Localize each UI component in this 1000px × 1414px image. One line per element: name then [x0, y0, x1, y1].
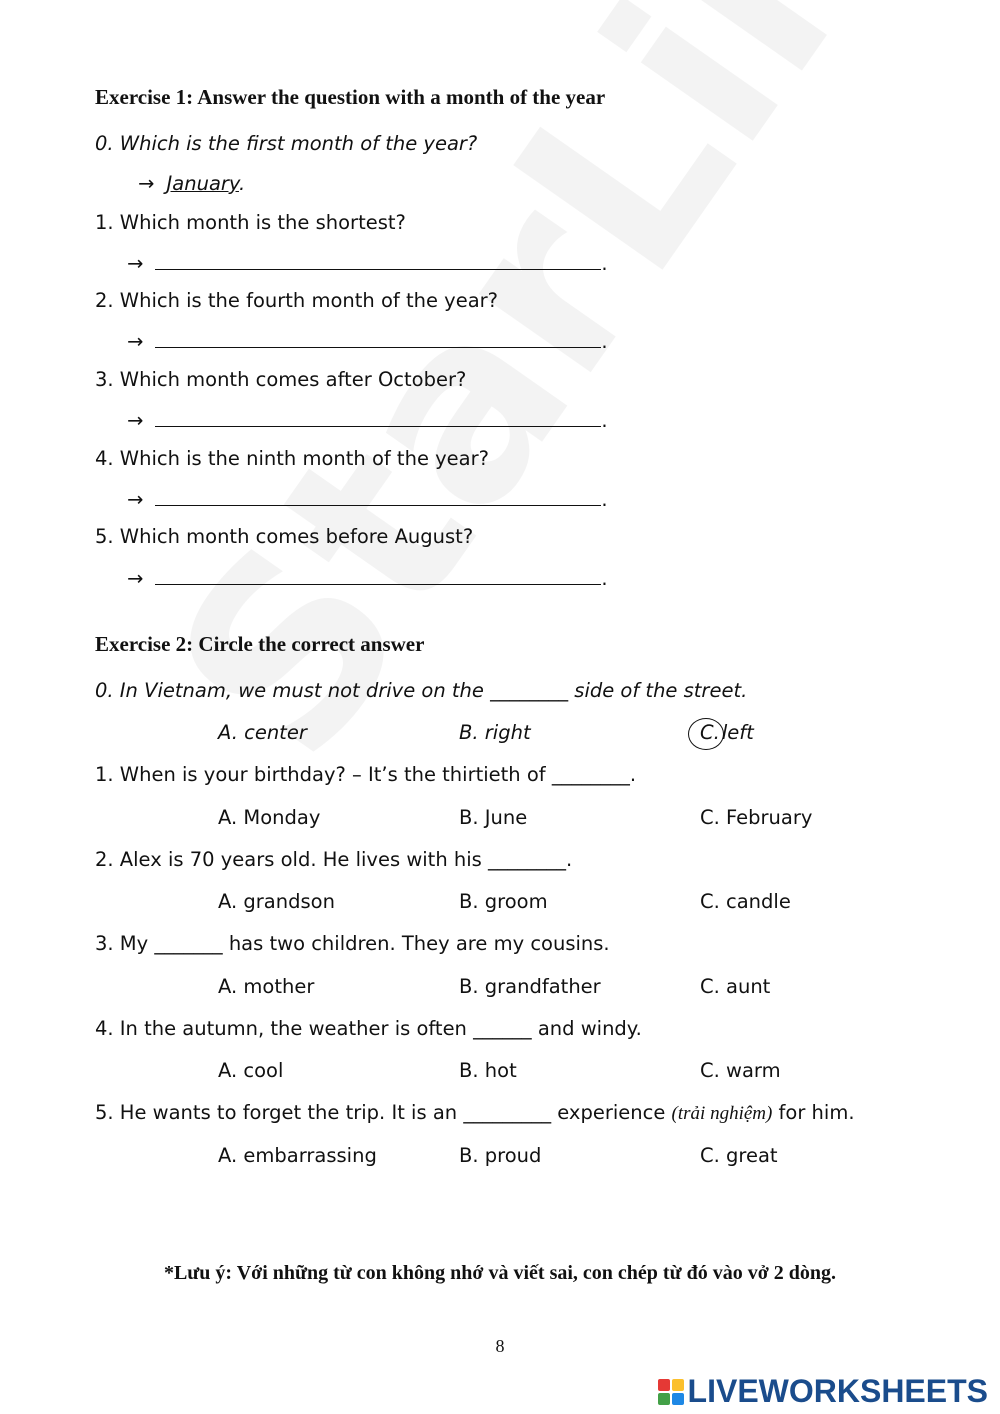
arrow-icon: → — [127, 409, 144, 432]
option-c[interactable]: C. February — [700, 806, 813, 829]
exercise1-answer-line-4[interactable] — [127, 487, 608, 511]
page-number: 8 — [495, 1336, 505, 1356]
liveworksheets-logo-icon — [658, 1379, 684, 1405]
option-b[interactable]: B. proud — [459, 1144, 542, 1167]
exercise2-question-2: 2. Alex is 70 years old. He lives with his ________. — [95, 848, 573, 871]
exercise1-answer-line-3[interactable] — [127, 408, 608, 432]
option-a[interactable]: A. grandson — [218, 890, 335, 913]
option-c-word: left — [721, 721, 754, 744]
option-c[interactable] — [700, 721, 754, 744]
exercise2-question-0: 0. In Vietnam, we must not drive on the ________ side of the street. — [95, 679, 748, 702]
example-answer-end: . — [238, 172, 246, 195]
option-b[interactable]: B. hot — [459, 1059, 517, 1082]
option-a[interactable]: A. embarrassing — [218, 1144, 377, 1167]
liveworksheets-brand[interactable] — [658, 1373, 988, 1410]
exercise2-question-3: 3. My _______ has two children. They are my cousins. — [95, 932, 610, 955]
answer-blank[interactable] — [155, 251, 601, 270]
exercise1-question-2: 2. Which is the fourth month of the year? — [95, 289, 499, 312]
answer-end: . — [601, 567, 608, 590]
answer-end: . — [601, 488, 608, 511]
question-5-text-before: 5. He wants to forget the trip. It is an _________ experience — [95, 1101, 672, 1124]
option-a[interactable]: A. center — [218, 721, 307, 744]
option-c[interactable]: C. great — [700, 1144, 778, 1167]
logo-square — [658, 1393, 670, 1405]
option-a[interactable]: A. Monday — [218, 806, 321, 829]
exercise2-question-1: 1. When is your birthday? – It’s the thirtieth of ________. — [95, 763, 637, 786]
answer-blank[interactable] — [155, 329, 601, 348]
option-b[interactable]: B. right — [459, 721, 531, 744]
question-5-gloss: (trải nghiệm) — [671, 1103, 773, 1124]
exercise1-answer-line-5[interactable] — [127, 566, 608, 590]
exercise2-question-4: 4. In the autumn, the weather is often ______ and windy. — [95, 1017, 642, 1040]
exercise2-title: Exercise 2: Circle the correct answer — [95, 632, 425, 656]
exercise1-question-5: 5. Which month comes before August? — [95, 525, 474, 548]
arrow-icon: → — [138, 172, 155, 195]
logo-square — [672, 1393, 684, 1405]
answer-blank[interactable] — [155, 566, 601, 585]
answer-end: . — [601, 409, 608, 432]
arrow-icon: → — [127, 567, 144, 590]
option-b[interactable]: B. June — [459, 806, 528, 829]
exercise1-example-answer — [138, 172, 245, 195]
option-c[interactable]: C. aunt — [700, 975, 771, 998]
note: *Lưu ý: Với những từ con không nhớ và viết sai, con chép từ đó vào vở 2 dòng. — [163, 1262, 837, 1284]
answer-end: . — [601, 252, 608, 275]
exercise1-title: Exercise 1: Answer the question with a month of the year — [95, 85, 606, 109]
exercise1-answer-line-1[interactable] — [127, 251, 608, 275]
answer-blank[interactable] — [155, 487, 601, 506]
arrow-icon: → — [127, 252, 144, 275]
logo-square — [672, 1379, 684, 1391]
exercise1-question-3: 3. Which month comes after October? — [95, 368, 467, 391]
answer-blank[interactable] — [155, 408, 601, 427]
exercise1-example-question: 0. Which is the first month of the year? — [95, 132, 478, 155]
arrow-icon: → — [127, 488, 144, 511]
option-a[interactable]: A. mother — [218, 975, 315, 998]
exercise1-question-4: 4. Which is the ninth month of the year? — [95, 447, 489, 470]
answer-end: . — [601, 330, 608, 353]
option-b[interactable]: B. groom — [459, 890, 548, 913]
exercise1-question-1: 1. Which month is the shortest? — [95, 211, 406, 234]
option-c[interactable]: C. candle — [700, 890, 791, 913]
option-c-letter: C. — [700, 721, 720, 744]
arrow-icon: → — [127, 330, 144, 353]
exercise2-question-5 — [95, 1101, 855, 1125]
logo-square — [658, 1379, 670, 1391]
option-a[interactable]: A. cool — [218, 1059, 284, 1082]
option-b[interactable]: B. grandfather — [459, 975, 601, 998]
brand-name: LIVEWORKSHEETS — [687, 1373, 988, 1409]
example-answer-text: January — [166, 172, 239, 195]
question-5-text-after: for him. — [772, 1101, 855, 1124]
exercise1-answer-line-2[interactable] — [127, 329, 608, 353]
option-c[interactable]: C. warm — [700, 1059, 781, 1082]
